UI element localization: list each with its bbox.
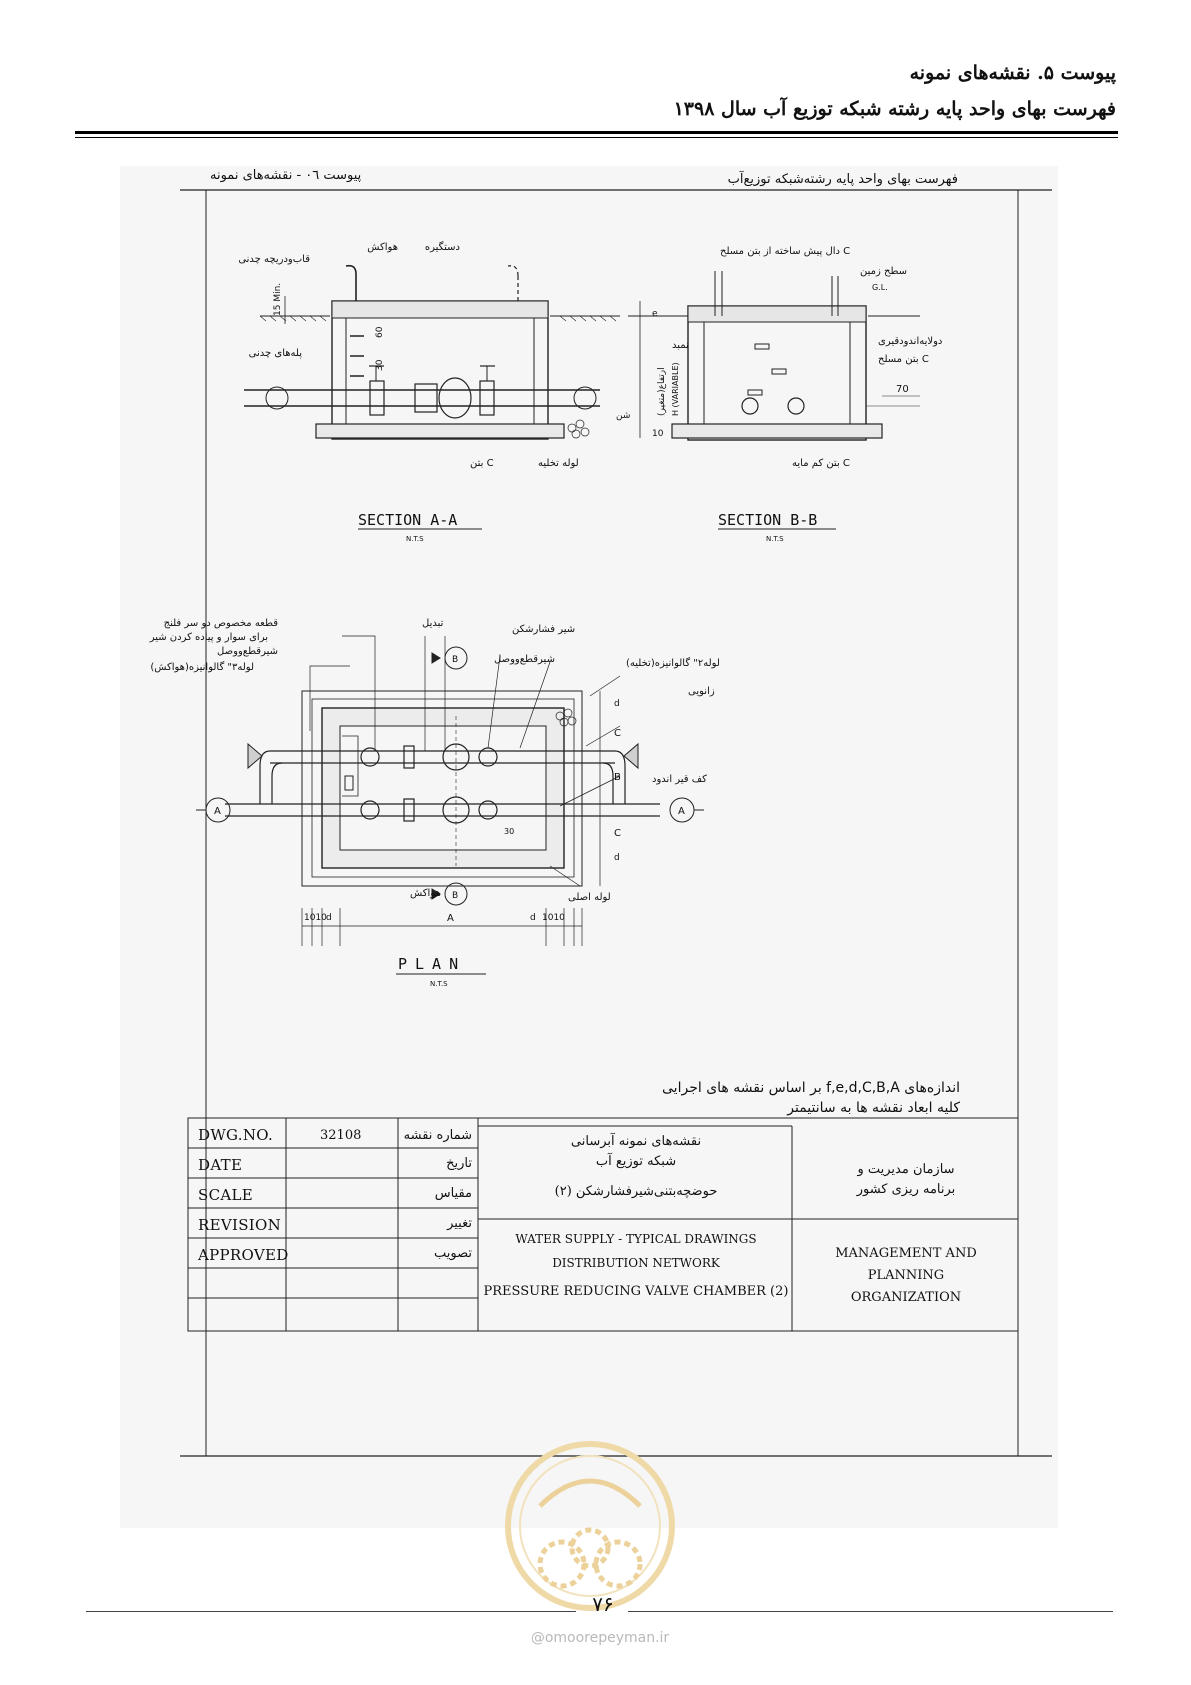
plan-dim-1010-right: 1010 (542, 913, 565, 923)
aa-hvar-label: H (VARIABLE) (671, 362, 680, 416)
plan-dim-c-top: C (614, 728, 621, 739)
plan-dim-d-right: d (530, 913, 536, 923)
tb-fa-title3: حوضچه‌بتنی‌شیرفشارشکن (۲) (554, 1184, 718, 1199)
footer-site: @omoorepeyman.ir (530, 1630, 670, 1646)
plan-prv-label: شیر فشارشکن (512, 624, 576, 635)
plan-scale: N.T.S (430, 980, 448, 988)
tb-en-title2: DISTRIBUTION NETWORK (552, 1256, 720, 1270)
header-rule-thick (75, 131, 1118, 134)
plan-dim-c-bottom: C (614, 828, 621, 839)
plan-flange-label: قطعه مخصوص دو سر فلنج (163, 618, 278, 629)
plan-sec-b-bottom: B (452, 891, 459, 901)
bb-title: SECTION B-B (718, 511, 818, 529)
tb-fa-title1: نقشه‌های نمونه آبرسانی (570, 1134, 702, 1149)
tb-approved-fa: تصویب (434, 1246, 472, 1261)
aa-sand-label: شن (616, 411, 631, 421)
tb-dwgno-value: 32108 (320, 1128, 362, 1143)
footer-rule-left (86, 1611, 576, 1612)
bb-scale: N.T.S (766, 535, 784, 543)
bb-ground-label: سطح زمین (860, 266, 908, 277)
plan-thirty-label: 30 (504, 827, 515, 836)
watermark-seal (500, 1436, 680, 1616)
plan-dim-d-left: d (326, 913, 332, 923)
tb-dwgno-en: DWG.NO. (198, 1126, 274, 1144)
plan-dim-d-bottom: d (614, 853, 620, 863)
plan-drawing (196, 636, 704, 946)
tb-revision-en: REVISION (198, 1216, 282, 1234)
bb-bitumen-label: دولایه‌اندودقیری (878, 336, 943, 347)
plan-reducer-label: تبدیل (422, 618, 444, 629)
aa-title: SECTION A-A (358, 511, 458, 529)
tb-scale-en: SCALE (198, 1186, 253, 1204)
plan-sec-b-top: B (452, 655, 459, 665)
aa-scale: N.T.S (406, 535, 424, 543)
plan-gate2-label: شیرقطع‌ووصل (494, 654, 555, 665)
bb-gl-label: G.L. (872, 283, 888, 292)
plan-floor-label: کف قیر اندود (652, 774, 707, 785)
page-number: ۷۶ (592, 1592, 614, 1616)
bb-damp-label: نمبد (672, 340, 689, 351)
plan-galv-vent-label: لوله۳" گالوانیزه(هواکش) (150, 662, 254, 673)
header-subtitle: فهرست بهای واحد پایه رشته شبکه توزیع آب سال ۱۳۹۸ (673, 98, 1116, 120)
aa-min-label: 15 Min. (273, 282, 283, 316)
tb-scale-fa: مقیاس (434, 1186, 472, 1201)
tb-approved-en: APPROVED (198, 1246, 289, 1264)
bb-slab-label: دال پیش ساخته از بتن مسلح C (720, 246, 851, 257)
section-aa-drawing (244, 266, 640, 439)
aa-e-label: e (652, 309, 658, 319)
tb-revision-fa: تغییر (447, 1216, 472, 1231)
plan-flange2-label: برای سوار و پیاده کردن شیر (149, 632, 268, 643)
aa-vent-label: هواکش (367, 242, 398, 253)
scanned-drawing (120, 166, 1058, 1528)
plan-gate1-label: شیرقطع‌ووصل (217, 646, 278, 657)
tb-en-title3: PRESSURE REDUCING VALVE CHAMBER (2) (483, 1284, 789, 1299)
sheet-header-right: فهرست بهای واحد پایه رشته‌شبکه توزیع‌آب (727, 172, 958, 187)
plan-elbow-label: زانویی (688, 686, 715, 697)
plan-dim-a: A (447, 913, 454, 924)
tb-org-fa1: سازمان مدیریت و (857, 1162, 955, 1177)
plan-dim-b: B (614, 772, 621, 783)
bb-seventy-label: 70 (896, 384, 909, 395)
plan-vent-label: هواکش (410, 888, 441, 899)
header-title: پیوست ۵. نقشه‌های نمونه (909, 62, 1116, 84)
tb-org-fa2: برنامه ریزی کشور (856, 1182, 956, 1197)
tb-org-en3: ORGANIZATION (850, 1290, 962, 1305)
tb-date-fa: تاریخ (446, 1156, 472, 1171)
aa-thirty-label: 30 (375, 359, 385, 371)
tb-org-en1: MANAGEMENT AND (835, 1246, 977, 1261)
notes-line2: کلیه ابعاد نقشه ها به سانتیمتر (787, 1100, 960, 1116)
tb-dwgno-fa: شماره نقشه (403, 1128, 472, 1143)
bb-rc-label: بتن مسلح C (878, 354, 929, 365)
notes-line1: اندازه‌های f,e,d,C,B,A بر اساس نقشه های اجرایی (662, 1080, 960, 1096)
tb-fa-title2: شبکه توزیع آب (595, 1154, 677, 1169)
footer-rule-right (628, 1611, 1113, 1612)
plan-galv-drain-label: لوله۲" گالوانیزه(تخلیه) (626, 658, 720, 669)
tb-en-title1: WATER SUPPLY - TYPICAL DRAWINGS (515, 1232, 757, 1246)
sheet-header-left: پیوست ۰٦ - نقشه‌های نمونه (210, 168, 362, 183)
aa-drain-label: لوله تخلیه (538, 458, 579, 469)
aa-steps-label: پله‌های چدنی (248, 348, 302, 359)
plan-title: PLAN (398, 955, 467, 973)
plan-main-pipe-label: لوله اصلی (568, 892, 611, 903)
plan-sec-a-left: A (214, 806, 221, 817)
aa-height-label: ارتفاع(متغیر) (657, 367, 667, 416)
plan-dim-1010-left: 1010 (304, 913, 327, 923)
drawing-sheet (120, 166, 1058, 1528)
tb-org-en2: PLANNING (867, 1268, 945, 1283)
aa-frame-label: قاب‌ودریچه چدنی (238, 254, 310, 265)
tb-date-en: DATE (198, 1156, 243, 1174)
aa-sixty-label: 60 (375, 326, 385, 338)
bb-lean-label: بتن کم مایه C (792, 458, 850, 469)
plan-dim-d-top: d (614, 699, 620, 709)
aa-ten-label: 10 (652, 429, 664, 439)
header-rule-thin (75, 137, 1118, 138)
plan-sec-a-right: A (678, 806, 685, 817)
aa-concrete-label: بتن C (470, 458, 494, 469)
aa-handle-label: دستگیره (424, 242, 460, 253)
